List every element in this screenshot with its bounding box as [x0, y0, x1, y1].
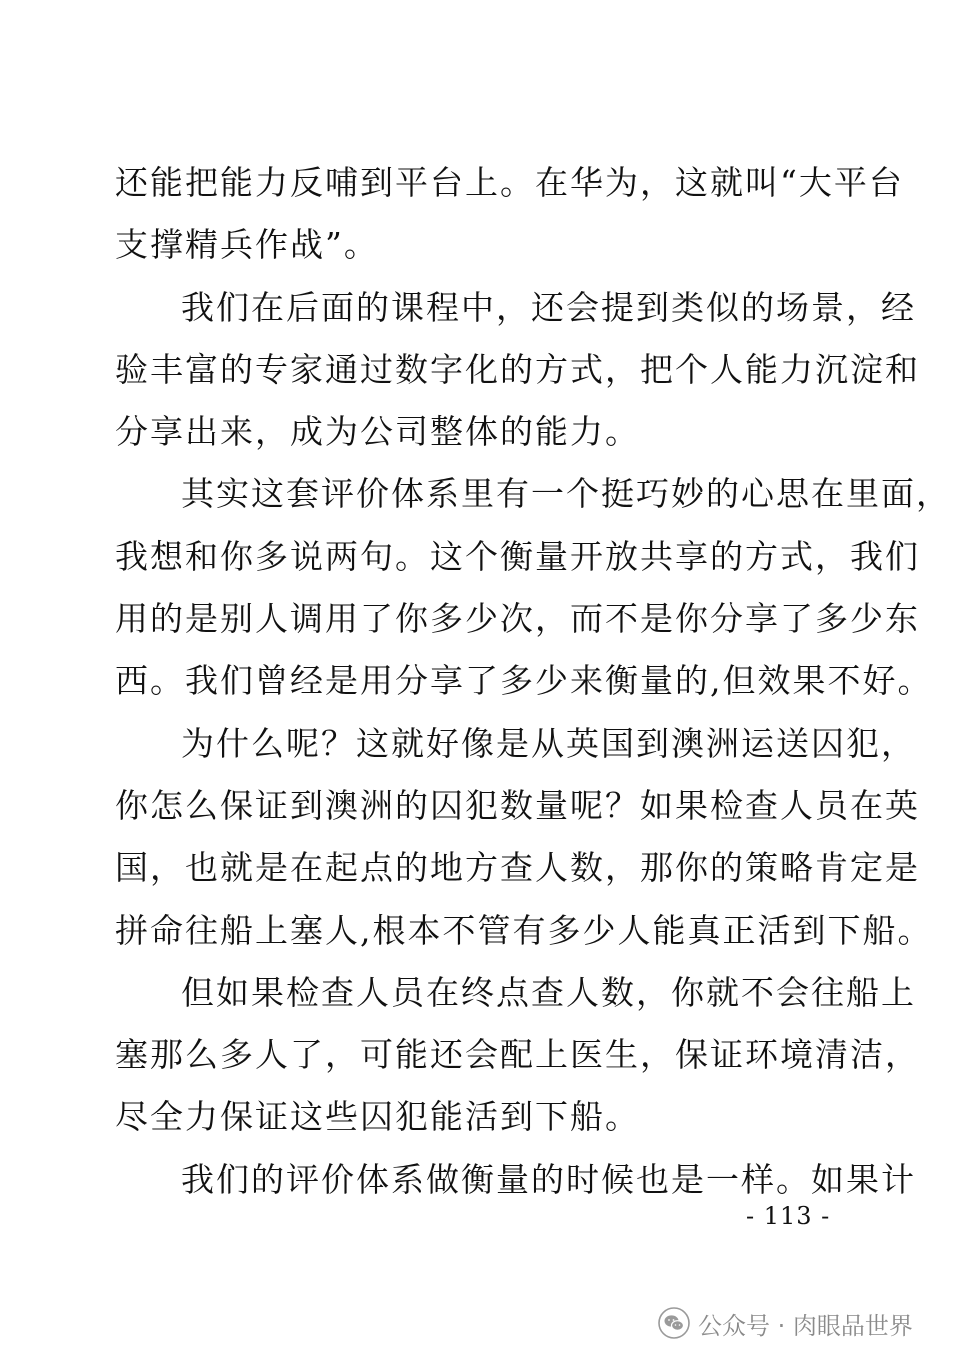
text-line: 我想和你多说两句。这个衡量开放共享的方式，我们 [115, 536, 920, 576]
paragraph [115, 1149, 916, 1211]
text-line: 你怎么保证到澳洲的囚犯数量呢？如果检查人员在英 [115, 785, 920, 825]
page-body [115, 152, 951, 1211]
paragraph [115, 277, 920, 464]
text-line: 国，也就是在起点的地方查人数，那你的策略肯定是 [115, 848, 920, 888]
text-line: 西。我们曾经是用分享了多少来衡量的,但效果不好。 [115, 661, 933, 701]
page-number: - 113 - [746, 1202, 831, 1230]
paragraph [115, 152, 904, 277]
paragraph [115, 962, 920, 1149]
text-line: 塞那么多人了，可能还会配上医生，保证环境清洁， [115, 1035, 920, 1075]
paragraph [115, 713, 933, 962]
text-line: 用的是别人调用了你多少次，而不是你分享了多少东 [115, 599, 920, 639]
text-line: 验丰富的专家通过数字化的方式，把个人能力沉淀和 [115, 349, 920, 389]
paragraph [115, 463, 951, 712]
wechat-icon [658, 1307, 690, 1339]
text-line: 还能把能力反哺到平台上。在华为，这就叫“大平台 [115, 163, 904, 202]
text-line: 分享出来，成为公司整体的能力。 [115, 412, 640, 452]
text-line: 但如果检查人员在终点查人数，你就不会往船上 [181, 972, 916, 1012]
watermark [658, 1303, 913, 1343]
watermark-text: 公众号 · 肉眼品世界 [698, 1311, 913, 1340]
text-line: 我们的评价体系做衡量的时候也是一样。如果计 [181, 1159, 916, 1199]
text-line: 我们在后面的课程中，还会提到类似的场景，经 [181, 287, 916, 327]
text-line: 其实这套评价体系里有一个挺巧妙的心思在里面， [181, 474, 951, 514]
text-line: 尽全力保证这些囚犯能活到下船。 [115, 1097, 640, 1137]
text-line: 拼命往船上塞人,根本不管有多少人能真正活到下船。 [115, 910, 933, 950]
text-line: 支撑精兵作战”。 [115, 225, 379, 265]
text-line: 为什么呢？这就好像是从英国到澳洲运送囚犯， [181, 723, 916, 763]
